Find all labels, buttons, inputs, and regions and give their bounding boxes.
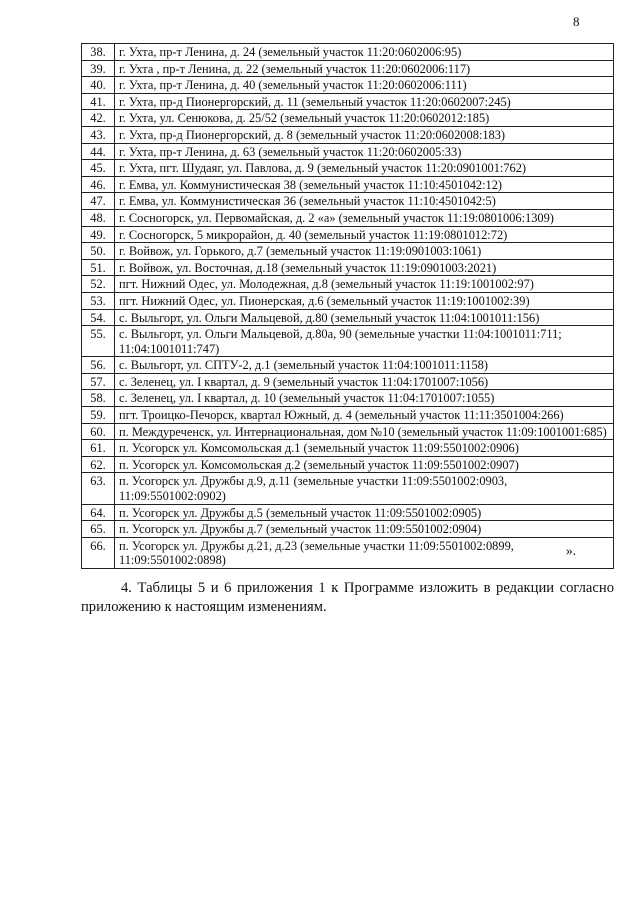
table-row — [82, 456, 614, 473]
row-number: 47. — [82, 193, 115, 210]
row-address: г. Ухта, пр-д Пионергорский, д. 8 (земельный участок 11:20:0602008:183) — [115, 126, 614, 143]
row-number: 43. — [82, 126, 115, 143]
row-address: п. Междуреченск, ул. Интернациональная, дом №10 (земельный участок 11:09:1001001:685) — [115, 423, 614, 440]
table-row — [82, 209, 614, 226]
row-address: п. Усогорск ул. Дружбы д.5 (земельный участок 11:09:5501002:0905) — [115, 504, 614, 521]
row-number: 61. — [82, 440, 115, 457]
table-row — [82, 176, 614, 193]
row-number: 62. — [82, 456, 115, 473]
row-address: г. Ухта, пр-т Ленина, д. 40 (земельный участок 11:20:0602006:111) — [115, 77, 614, 94]
table-row — [82, 60, 614, 77]
row-number: 51. — [82, 259, 115, 276]
row-number: 52. — [82, 276, 115, 293]
row-address: г. Войвож, ул. Горького, д.7 (земельный участок 11:19:0901003:1061) — [115, 243, 614, 260]
table-row — [82, 423, 614, 440]
row-number: 42. — [82, 110, 115, 127]
address-table — [81, 43, 614, 569]
row-number: 50. — [82, 243, 115, 260]
row-address: п. Усогорск ул. Дружбы д.9, д.11 (земельные участки 11:09:5501002:0903, 11:09:5501002:0902) — [115, 473, 614, 504]
table-row — [82, 276, 614, 293]
row-address: с. Выльгорт, ул. Ольги Мальцевой, д.80 (земельный участок 11:04:1001011:156) — [115, 309, 614, 326]
row-number: 40. — [82, 77, 115, 94]
table-row — [82, 440, 614, 457]
table-row — [82, 521, 614, 538]
table-row — [82, 110, 614, 127]
row-address: пгт. Троицко-Печорск, квартал Южный, д. 4 (земельный участок 11:11:3501004:266) — [115, 407, 614, 424]
table-row — [82, 143, 614, 160]
row-number: 59. — [82, 407, 115, 424]
row-address: п. Усогорск ул. Дружбы д.7 (земельный участок 11:09:5501002:0904) — [115, 521, 614, 538]
table-row — [82, 504, 614, 521]
row-address: г. Ухта, пр-т Ленина, д. 24 (земельный участок 11:20:0602006:95) — [115, 44, 614, 61]
row-address: с. Выльгорт, ул. СПТУ-2, д.1 (земельный участок 11:04:1001011:1158) — [115, 357, 614, 374]
row-address: п. Усогорск ул. Комсомольская д.2 (земельный участок 11:09:5501002:0907) — [115, 456, 614, 473]
row-number: 56. — [82, 357, 115, 374]
row-address: г. Ухта, пр-т Ленина, д. 63 (земельный участок 11:20:0602005:33) — [115, 143, 614, 160]
table-row — [82, 537, 614, 568]
row-number: 60. — [82, 423, 115, 440]
row-address: г. Ухта, пгт. Шудаяг, ул. Павлова, д. 9 (земельный участок 11:20:0901001:762) — [115, 160, 614, 177]
closing-quote: ». — [566, 543, 577, 558]
row-address: г. Войвож, ул. Восточная, д.18 (земельный участок 11:19:0901003:2021) — [115, 259, 614, 276]
row-address: г. Сосногорск, 5 микрорайон, д. 40 (земельный участок 11:19:0801012:72) — [115, 226, 614, 243]
row-address: г. Емва, ул. Коммунистическая 38 (земельный участок 11:10:4501042:12) — [115, 176, 614, 193]
table-row — [82, 407, 614, 424]
table-row — [82, 326, 614, 357]
row-number: 39. — [82, 60, 115, 77]
row-number: 57. — [82, 373, 115, 390]
row-number: 55. — [82, 326, 115, 357]
table-row — [82, 373, 614, 390]
row-number: 63. — [82, 473, 115, 504]
row-address: с. Зеленец, ул. I квартал, д. 10 (земельный участок 11:04:1701007:1055) — [115, 390, 614, 407]
table-row — [82, 357, 614, 374]
body-paragraph: 4. Таблицы 5 и 6 приложения 1 к Программе изложить в редакции согласно приложению к настоящим изменениям. — [81, 580, 614, 615]
table-row — [82, 309, 614, 326]
row-number: 45. — [82, 160, 115, 177]
row-address: п. Усогорск ул. Комсомольская д.1 (земельный участок 11:09:5501002:0906) — [115, 440, 614, 457]
row-address: с. Зеленец, ул. I квартал, д. 9 (земельный участок 11:04:1701007:1056) — [115, 373, 614, 390]
page-number: 8 — [573, 14, 580, 29]
row-address: г. Ухта, ул. Сенюкова, д. 25/52 (земельный участок 11:20:0602012:185) — [115, 110, 614, 127]
row-address: г. Ухта, пр-д Пионергорский, д. 11 (земельный участок 11:20:0602007:245) — [115, 93, 614, 110]
row-number: 49. — [82, 226, 115, 243]
row-address: п. Усогорск ул. Дружбы д.21, д.23 (земельные участки 11:09:5501002:0899, 11:09:5501002:0898) — [115, 537, 614, 568]
row-address: г. Сосногорск, ул. Первомайская, д. 2 «а» (земельный участок 11:19:0801006:1309) — [115, 209, 614, 226]
row-number: 65. — [82, 521, 115, 538]
row-number: 48. — [82, 209, 115, 226]
table-row — [82, 473, 614, 504]
row-address: г. Ухта , пр-т Ленина, д. 22 (земельный участок 11:20:0602006:117) — [115, 60, 614, 77]
row-number: 66. — [82, 537, 115, 568]
table-row — [82, 193, 614, 210]
table-row — [82, 292, 614, 309]
table-row — [82, 259, 614, 276]
row-address: пгт. Нижний Одес, ул. Пионерская, д.6 (земельный участок 11:19:1001002:39) — [115, 292, 614, 309]
table-row — [82, 160, 614, 177]
row-number: 46. — [82, 176, 115, 193]
table-row — [82, 44, 614, 61]
row-number: 53. — [82, 292, 115, 309]
row-address: г. Емва, ул. Коммунистическая 36 (земельный участок 11:10:4501042:5) — [115, 193, 614, 210]
table-row — [82, 126, 614, 143]
table-row — [82, 243, 614, 260]
row-number: 44. — [82, 143, 115, 160]
row-number: 38. — [82, 44, 115, 61]
table-row — [82, 93, 614, 110]
row-address: с. Выльгорт, ул. Ольги Мальцевой, д.80а, 90 (земельные участки 11:04:1001011:711; 11:04:1001011:747) — [115, 326, 614, 357]
table-row — [82, 226, 614, 243]
row-address: пгт. Нижний Одес, ул. Молодежная, д.8 (земельный участок 11:19:1001002:97) — [115, 276, 614, 293]
row-number: 41. — [82, 93, 115, 110]
row-number: 58. — [82, 390, 115, 407]
table-row — [82, 77, 614, 94]
table-row — [82, 390, 614, 407]
address-table-body — [82, 44, 614, 569]
row-number: 54. — [82, 309, 115, 326]
row-number: 64. — [82, 504, 115, 521]
